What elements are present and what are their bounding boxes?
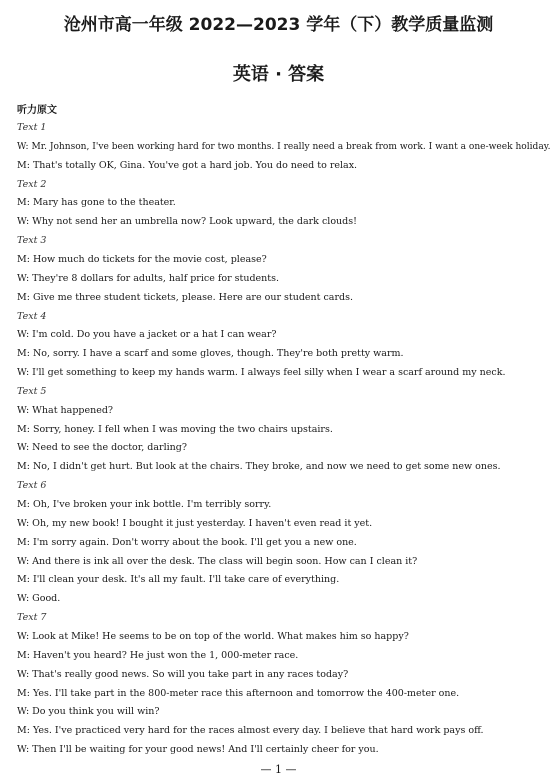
text-label: Text 7 xyxy=(17,612,47,624)
dialogue-line: W: I'm cold. Do you have a jacket or a hat I can wear? xyxy=(17,329,277,341)
dialogue-line: M: No, I didn't get hurt. But look at the chairs. They broke, and now we need to get some new ones. xyxy=(17,461,501,473)
text-label: Text 1 xyxy=(17,122,47,133)
dialogue-line: M: That's totally OK, Gina. You've got a hard job. You do need to relax. xyxy=(17,159,358,171)
dialogue-line: W: I'll get something to keep my hands warm. I always feel silly when I wear a scarf around my neck. xyxy=(17,367,506,379)
page-subtitle: 英语 · 答案 xyxy=(232,64,325,85)
dialogue-line: W: Need to see the doctor, darling? xyxy=(17,442,187,454)
text-label: Text 5 xyxy=(17,385,47,397)
dialogue-line: M: Yes. I've practiced very hard for the races almost every day. I believe that hard work pays off. xyxy=(17,725,484,737)
dialogue-line: M: Haven't you heard? He just won the 1, 000-meter race. xyxy=(17,649,299,661)
dialogue-line: M: I'll clean your desk. It's all my fault. I'll take care of everything. xyxy=(17,574,340,586)
page-title: 沧州市高一年级 2022—2023 学年（下）教学质量监测 xyxy=(63,15,494,35)
dialogue-line: M: No, sorry. I have a scarf and some gloves, though. They're both pretty warm. xyxy=(17,348,404,360)
dialogue-line: W: They're 8 dollars for adults, half price for students. xyxy=(17,272,279,284)
text-label: Text 2 xyxy=(17,178,47,190)
dialogue-line: W: Then I'll be waiting for your good news! And I'll certainly cheer for you. xyxy=(17,744,379,756)
dialogue-line: M: Give me three student tickets, please. Here are our student cards. xyxy=(17,291,353,303)
dialogue-line: W: That's really good news. So will you take part in any races today? xyxy=(17,668,349,680)
dialogue-line: W: Oh, my new book! I bought it just yesterday. I haven't even read it yet. xyxy=(17,517,373,529)
text-label: Text 6 xyxy=(17,480,47,492)
dialogue-line: W: Mr. Johnson, I've been working hard for two months. I really need a break from work. I want a one-week holiday. xyxy=(17,140,551,152)
section-heading: 听力原文 xyxy=(17,105,57,116)
dialogue-line: W: Good. xyxy=(17,593,61,605)
text-label: Text 4 xyxy=(17,310,47,322)
dialogue-line: W: Look at Mike! He seems to be on top of the world. What makes him so happy? xyxy=(17,630,409,642)
dialogue-line: M: Sorry, honey. I fell when I was moving the two chairs upstairs. xyxy=(17,423,333,435)
dialogue-line: M: I'm sorry again. Don't worry about the book. I'll get you a new one. xyxy=(17,536,357,548)
dialogue-line: M: Mary has gone to the theater. xyxy=(17,197,176,209)
dialogue-line: W: Why not send her an umbrella now? Look upward, the dark clouds! xyxy=(17,216,357,228)
text-label: Text 3 xyxy=(17,235,47,247)
dialogue-line: M: Oh, I've broken your ink bottle. I'm terribly sorry. xyxy=(17,499,272,510)
page-number: — 1 — xyxy=(260,763,297,776)
dialogue-line: W: What happened? xyxy=(17,404,114,416)
dialogue-line: M: How much do tickets for the movie cost, please? xyxy=(17,253,267,265)
dialogue-line: W: And there is ink all over the desk. The class will begin soon. How can I clean it? xyxy=(17,555,418,567)
dialogue-line: M: Yes. I'll take part in the 800-meter race this afternoon and tomorrow the 400-meter one. xyxy=(17,687,460,699)
dialogue-line: W: Do you think you will win? xyxy=(17,706,160,718)
